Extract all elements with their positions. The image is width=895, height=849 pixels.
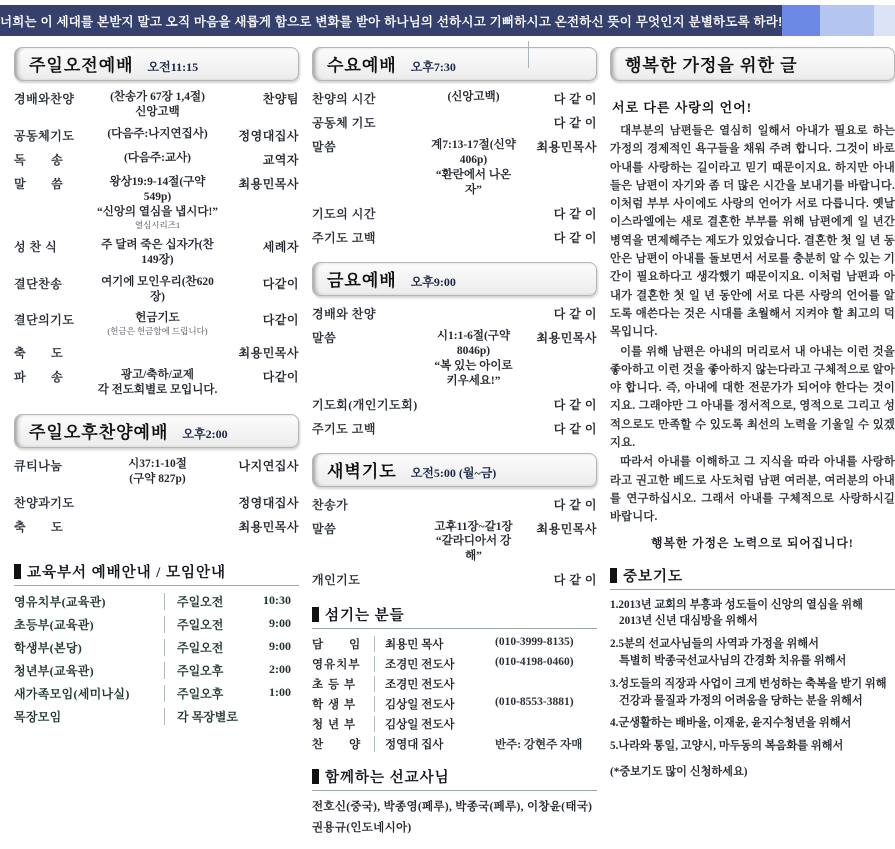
intercession-line: 2.5분의 선교사님들의 사역과 가정을 위해서 bbox=[610, 638, 819, 651]
meeting-day: 주일오전 bbox=[177, 641, 224, 656]
order-row bbox=[14, 368, 299, 398]
department-name: 학생부(본당) bbox=[14, 639, 165, 656]
order-item-label: 개인기도 bbox=[312, 573, 361, 588]
order-item-label: 성 찬 식 bbox=[14, 239, 58, 254]
order-row bbox=[312, 571, 597, 588]
section-header bbox=[14, 414, 299, 448]
servant-role: 청 년 부 bbox=[312, 719, 357, 732]
order-row bbox=[14, 311, 299, 337]
order-item-label: 말씀 bbox=[312, 330, 337, 345]
list-header bbox=[312, 766, 597, 791]
section-servants bbox=[312, 604, 597, 752]
detail-line: 왕상19:9-14절(구약549p) bbox=[109, 175, 206, 203]
detail-line: (구약 827p) bbox=[129, 473, 186, 486]
detail-line: 헌금기도 bbox=[135, 312, 180, 325]
list-header bbox=[610, 565, 895, 590]
order-item-person: 다 같 이 bbox=[553, 397, 597, 412]
meeting-hour: 2:00 bbox=[269, 662, 291, 677]
order-item-person: 교역자 bbox=[262, 152, 299, 167]
education-row bbox=[14, 593, 299, 610]
intercession-item bbox=[610, 636, 895, 670]
order-item-person: 다 같 이 bbox=[553, 497, 597, 512]
order-item-person: 최용민목사 bbox=[238, 176, 299, 191]
servant-name: 정영대 집사 bbox=[374, 736, 495, 752]
order-row bbox=[312, 90, 597, 107]
department-name: 청년부(교육관) bbox=[14, 662, 165, 679]
order-row bbox=[312, 138, 597, 198]
order-of-worship bbox=[14, 90, 299, 398]
banner-gradient-step-2 bbox=[820, 5, 874, 36]
detail-line: 각 전도회별로 모입니다. bbox=[97, 384, 218, 397]
servant-role: 초 등 부 bbox=[312, 679, 357, 692]
order-item-label: 공동체기도 bbox=[14, 128, 75, 143]
order-item-person: 최용민목사 bbox=[536, 330, 597, 345]
section-title: 새벽기도 bbox=[327, 461, 397, 481]
servant-name: 김상일 전도사 bbox=[374, 696, 495, 712]
detail-line: (찬송가 67장 1,4절) bbox=[110, 91, 205, 103]
meeting-time bbox=[165, 593, 299, 610]
order-item-person: 최용민목사 bbox=[238, 520, 299, 535]
education-row bbox=[14, 616, 299, 633]
order-item-person: 최용민목사 bbox=[536, 521, 597, 536]
list-title: 교육부서 예배안내 / 모임안내 bbox=[27, 565, 226, 582]
order-row bbox=[312, 496, 597, 513]
banner-gradient-step-1 bbox=[782, 5, 820, 36]
detail-line: “환란에서 나온 자” bbox=[435, 168, 512, 196]
order-item-detail bbox=[430, 329, 517, 389]
order-item-label: 독 송 bbox=[14, 152, 64, 167]
square-bullet-icon bbox=[312, 769, 319, 784]
list-title: 함께하는 선교사님 bbox=[325, 770, 450, 787]
order-item-label: 찬송가 bbox=[312, 497, 349, 512]
section-sunday-morning bbox=[14, 47, 299, 398]
department-name: 영유치부(교육관) bbox=[14, 593, 165, 610]
section-intercession bbox=[610, 565, 895, 779]
servant-phone bbox=[495, 716, 597, 732]
order-item-person: 최용민목사 bbox=[238, 346, 299, 361]
servant-phone: (010-3999-8135) bbox=[495, 636, 574, 649]
order-item-label: 축 도 bbox=[14, 520, 64, 535]
order-item-person: 다 같 이 bbox=[553, 206, 597, 221]
detail-line: (다음주:교사) bbox=[123, 151, 192, 164]
department-name: 초등부(교육관) bbox=[14, 616, 165, 633]
order-item-label: 경배와 찬양 bbox=[312, 306, 376, 321]
square-bullet-icon bbox=[312, 607, 319, 622]
order-item-label: 주기도 고백 bbox=[312, 421, 376, 436]
banner-gradient-step-3 bbox=[874, 5, 895, 36]
section-header bbox=[312, 262, 597, 296]
left-column bbox=[14, 47, 299, 849]
meeting-hour: 9:00 bbox=[269, 616, 291, 631]
servant-row bbox=[312, 716, 597, 732]
intercession-line: 1.2013년 교회의 부흥과 성도들이 신앙의 열심을 위해 bbox=[610, 598, 863, 611]
meeting-hour: 9:00 bbox=[269, 639, 291, 654]
order-item-person: 다 같 이 bbox=[553, 116, 597, 130]
detail-small-note: 열심시리즈1 bbox=[134, 219, 181, 230]
article-body bbox=[610, 122, 895, 527]
order-row bbox=[312, 396, 597, 413]
section-title: 금요예배 bbox=[327, 270, 397, 290]
order-of-worship bbox=[312, 90, 597, 246]
education-row bbox=[14, 708, 299, 725]
servant-name: 최용민 목사 bbox=[374, 636, 495, 652]
meeting-hour: 1:00 bbox=[269, 685, 291, 700]
article-paragraph: 따라서 아내를 이해하고 그 지식을 따라 아내를 사랑하라고 권고한 베드로 사도처럼 남편 여러분, 여러분의 아내를 연구하십시오. 그래서 아내를 구체적으로 사랑하시길 바랍니다. bbox=[610, 456, 895, 524]
order-row bbox=[312, 520, 597, 565]
order-item-label: 말 씀 bbox=[14, 176, 64, 191]
intercession-line: 건강과 물질과 가정의 어려움을 당하는 분을 위해서 bbox=[619, 694, 863, 707]
department-name: 목장모임 bbox=[14, 708, 165, 725]
section-time: 오전11:15 bbox=[147, 60, 199, 74]
servant-name: 김상일 전도사 bbox=[374, 716, 495, 732]
intercession-item bbox=[610, 738, 895, 755]
meeting-time bbox=[165, 639, 299, 656]
order-item-person: 다같이 bbox=[262, 370, 299, 385]
section-title: 행복한 가정을 위한 글 bbox=[625, 56, 798, 75]
servant-row bbox=[312, 676, 597, 692]
order-item-detail bbox=[430, 138, 517, 198]
square-bullet-icon bbox=[610, 568, 617, 583]
missionary-line: 권용규(인도네시아) bbox=[312, 822, 412, 835]
article-paragraph: 이를 위해 남편은 아내의 머리로서 내 아내는 이런 것을 좋아하고 이런 것을 좋아하지 않는다라고 구체적으로 알아야 합니다. 즉, 아내에 대한 전문가가 되어야 한다는 것이지요. 그래야만 그 아내를 정서적으로, 영적으로 그리고 성적으로도 만족할 수 있도록 최선의 노력을 기울일 수 있겠지요. bbox=[610, 345, 895, 450]
order-row bbox=[14, 151, 299, 168]
order-item-person: 다 같 이 bbox=[553, 421, 597, 436]
order-item-label: 결단찬송 bbox=[14, 276, 63, 291]
order-row bbox=[312, 205, 597, 222]
detail-line: “복 있는 아이로 키우세요!” bbox=[434, 359, 513, 387]
order-item-label: 파 송 bbox=[14, 370, 64, 385]
intercession-note: (*중보기도 많이 신청하세요) bbox=[610, 765, 748, 778]
middle-column bbox=[312, 47, 597, 849]
article-closing-line: 행복한 가정은 노력으로 되어집니다! bbox=[651, 535, 854, 550]
servant-role: 영유치부 bbox=[312, 659, 361, 672]
section-header bbox=[14, 47, 299, 81]
servant-phone bbox=[495, 676, 597, 692]
intercession-item bbox=[610, 715, 895, 732]
meeting-time bbox=[165, 616, 299, 633]
order-item-detail bbox=[96, 368, 219, 398]
detail-small-note: (헌금은 헌금함에 드립니다) bbox=[107, 326, 208, 337]
order-item-label: 결단의기도 bbox=[14, 313, 75, 328]
missionary-line: 전호신(중국), 박종영(페루), 박종국(페루), 이창윤(태국) bbox=[312, 801, 593, 814]
order-item-detail bbox=[96, 275, 219, 305]
order-row bbox=[14, 457, 299, 487]
order-item-label: 축 도 bbox=[14, 346, 64, 361]
order-item-detail bbox=[96, 127, 219, 142]
detail-line: (신앙고백) bbox=[447, 91, 500, 103]
order-item-detail bbox=[96, 457, 219, 487]
order-item-person: 정영대집사 bbox=[238, 496, 299, 511]
section-sunday-afternoon bbox=[14, 414, 299, 535]
detail-line: 계7:13-17절(신약406p) bbox=[431, 139, 516, 166]
order-row bbox=[14, 90, 299, 120]
meeting-time bbox=[165, 708, 299, 725]
detail-line: (다음주:나지연집사) bbox=[107, 127, 208, 140]
order-item-label: 기도의 시간 bbox=[312, 206, 376, 221]
order-of-worship bbox=[312, 305, 597, 437]
servant-phone: (010-8553-3881) bbox=[495, 696, 574, 709]
section-missionaries bbox=[312, 766, 597, 835]
detail-line: 시1:1-6절(구약8046p) bbox=[436, 329, 511, 357]
meeting-time bbox=[165, 685, 299, 702]
intercession-line: 특별히 박종국선교사님의 간경화 치유를 위해서 bbox=[619, 654, 847, 667]
servant-row bbox=[312, 636, 597, 652]
order-of-worship bbox=[312, 496, 597, 589]
bulletin-columns bbox=[0, 36, 895, 849]
article-paragraph: 대부분의 남편들은 열심히 일해서 아내가 필요로 하는 가정의 경제적인 욕구들을 채워 주려 합니다. 그것이 바로 아내를 사랑하는 길이라고 믿기 때문이지요. 하지만 아내들은 남편이 자기와 좀 더 많은 시간을 보내기를 바랍니다. 이처럼 부부 사이에도 사랑의 언어가 서로 다릅니다. 옛날 이스라엘에는 새로 결혼한 부부를 위해 남편에게 일 년간 병역을 면제해주는 제도가 있었습니다. 결혼한 첫 일 년 동안은 남편이 아내를 돌보면서 서로를 충분히 알 수 있는 기간이 필요하다고 생각했기 때문이지요. 이처럼 남편과 아내가 결혼한 첫 일 년 동안에 서로 다른 사랑의 언어를 알도록 애쓴다는 것은 시대를 초월해서 지켜야 할 최고의 덕목입니다. bbox=[610, 125, 895, 339]
order-row bbox=[312, 329, 597, 389]
intercession-item bbox=[610, 597, 895, 631]
section-family-article bbox=[610, 47, 895, 81]
order-item-label: 기도회(개인기도회) bbox=[312, 397, 418, 412]
order-row bbox=[14, 127, 299, 144]
education-row bbox=[14, 685, 299, 702]
order-item-person: 다 같 이 bbox=[553, 230, 597, 245]
meeting-day: 각 목장별로 bbox=[177, 710, 238, 725]
section-header bbox=[312, 453, 597, 487]
detail-line: 신앙고백 bbox=[135, 105, 180, 118]
meeting-day: 주일오후 bbox=[177, 664, 224, 679]
section-time: 오전5:00 (월~금) bbox=[410, 465, 497, 480]
section-title: 주일오전예배 bbox=[29, 56, 134, 75]
servant-phone: 반주: 강현주 자매 bbox=[495, 739, 583, 752]
order-item-detail bbox=[430, 90, 517, 105]
order-item-detail bbox=[430, 520, 517, 565]
verse-banner-background bbox=[0, 5, 782, 36]
intercession-items bbox=[610, 597, 895, 755]
order-item-person: 다같이 bbox=[262, 276, 299, 291]
order-row bbox=[14, 518, 299, 535]
detail-line: 여기에 모인우리(찬620장) bbox=[101, 275, 214, 303]
order-row bbox=[14, 275, 299, 305]
detail-line: “갈라디아서 강해” bbox=[435, 535, 512, 563]
meeting-hour: 10:30 bbox=[263, 593, 291, 608]
section-time: 오후2:00 bbox=[182, 427, 228, 442]
order-item-person: 세례자 bbox=[262, 239, 299, 254]
intercession-line: 2013년 신년 대심방을 위해서 bbox=[619, 615, 758, 628]
list-title: 중보기도 bbox=[623, 568, 684, 585]
intercession-item bbox=[610, 676, 895, 710]
section-time: 오후7:30 bbox=[410, 60, 456, 74]
detail-line: 고후11장~갈1장 bbox=[434, 520, 513, 533]
list-header bbox=[312, 604, 597, 629]
section-title: 수요예배 bbox=[327, 56, 397, 75]
order-item-label: 말씀 bbox=[312, 521, 337, 536]
servant-name: 조경민 전도사 bbox=[374, 656, 495, 672]
section-friday bbox=[312, 262, 597, 437]
order-item-person: 다 같 이 bbox=[553, 92, 597, 106]
section-title: 주일오후찬양예배 bbox=[29, 423, 169, 443]
order-item-label: 주기도 고백 bbox=[312, 230, 376, 245]
order-item-person: 다같이 bbox=[262, 313, 299, 328]
education-row bbox=[14, 639, 299, 656]
order-row bbox=[14, 238, 299, 268]
order-item-label: 큐티나눔 bbox=[14, 459, 63, 474]
order-row bbox=[312, 305, 597, 322]
list-title: 섬기는 분들 bbox=[325, 608, 405, 625]
order-item-detail bbox=[96, 311, 219, 337]
detail-line: 광고/축하/교제 bbox=[120, 369, 195, 382]
detail-line: “신앙의 열심을 냅시다!” bbox=[96, 205, 219, 218]
order-item-label: 경배와찬양 bbox=[14, 92, 75, 106]
education-row bbox=[14, 662, 299, 679]
order-row bbox=[14, 175, 299, 231]
order-row bbox=[312, 114, 597, 131]
intercession-line: 5.나라와 통일, 고양시, 마두동의 복음화를 위해서 bbox=[610, 740, 844, 753]
servant-row bbox=[312, 736, 597, 752]
right-column bbox=[610, 47, 895, 849]
order-item-detail bbox=[96, 175, 219, 231]
servant-name: 조경민 전도사 bbox=[374, 676, 495, 692]
servant-phone: (010-4198-0460) bbox=[495, 656, 574, 669]
meeting-day: 주일오전 bbox=[177, 595, 224, 610]
section-dawn-prayer bbox=[312, 453, 597, 589]
servant-role: 찬 양 bbox=[312, 739, 362, 752]
meeting-day: 주일오전 bbox=[177, 618, 224, 633]
section-wednesday bbox=[312, 47, 597, 246]
order-item-person: 나지연집사 bbox=[238, 459, 299, 474]
order-item-person: 최용민목사 bbox=[536, 140, 597, 154]
department-name: 새가족모임(세미나실) bbox=[14, 685, 165, 702]
detail-line: 주 달려 죽은 십자가(찬149장) bbox=[101, 238, 214, 266]
order-row bbox=[312, 229, 597, 246]
section-education-guide bbox=[14, 561, 299, 725]
servant-row bbox=[312, 696, 597, 712]
servant-role: 학 생 부 bbox=[312, 699, 357, 712]
order-item-label: 찬양의 시간 bbox=[312, 92, 376, 106]
servant-row bbox=[312, 656, 597, 672]
order-row bbox=[14, 494, 299, 511]
section-header bbox=[610, 47, 895, 81]
servant-role: 담 임 bbox=[312, 639, 362, 652]
order-item-detail bbox=[96, 151, 219, 166]
detail-line: 시37:1-10절 bbox=[128, 458, 187, 471]
order-item-detail bbox=[96, 238, 219, 268]
order-item-person: 다 같 이 bbox=[553, 306, 597, 321]
meeting-time bbox=[165, 662, 299, 679]
meeting-day: 주일오후 bbox=[177, 687, 224, 702]
square-bullet-icon bbox=[14, 564, 21, 579]
order-item-label: 말씀 bbox=[312, 140, 337, 154]
order-item-detail bbox=[96, 90, 219, 120]
order-item-label: 찬양과기도 bbox=[14, 496, 75, 511]
order-row bbox=[14, 344, 299, 361]
article-subtitle: 서로 다른 사랑의 언어! bbox=[612, 100, 753, 115]
verse-banner bbox=[0, 5, 895, 36]
banner-verse-text: 너희는 이 세대를 본받지 말고 오직 마음을 새롭게 함으로 변화를 받아 하나님의 선하시고 기뻐하시고 온전하신 뜻이 무엇인지 분별하도록 하라! bbox=[0, 14, 783, 29]
section-time: 오후9:00 bbox=[410, 274, 456, 289]
column-divider-line bbox=[528, 41, 529, 68]
order-row bbox=[312, 420, 597, 437]
intercession-line: 4.군생활하는 배바울, 이재윤, 윤지수청년을 위해서 bbox=[610, 717, 852, 730]
order-item-person: 정영대집사 bbox=[238, 128, 299, 143]
intercession-line: 3.성도들의 직장과 사업이 크게 번성하는 축복을 받기 위해 bbox=[610, 677, 887, 690]
order-of-worship bbox=[14, 457, 299, 535]
order-item-person: 다 같 이 bbox=[553, 573, 597, 588]
order-item-label: 공동체 기도 bbox=[312, 116, 376, 130]
order-item-person: 찬양팀 bbox=[262, 92, 299, 106]
list-header bbox=[14, 561, 299, 586]
section-header bbox=[312, 47, 597, 81]
